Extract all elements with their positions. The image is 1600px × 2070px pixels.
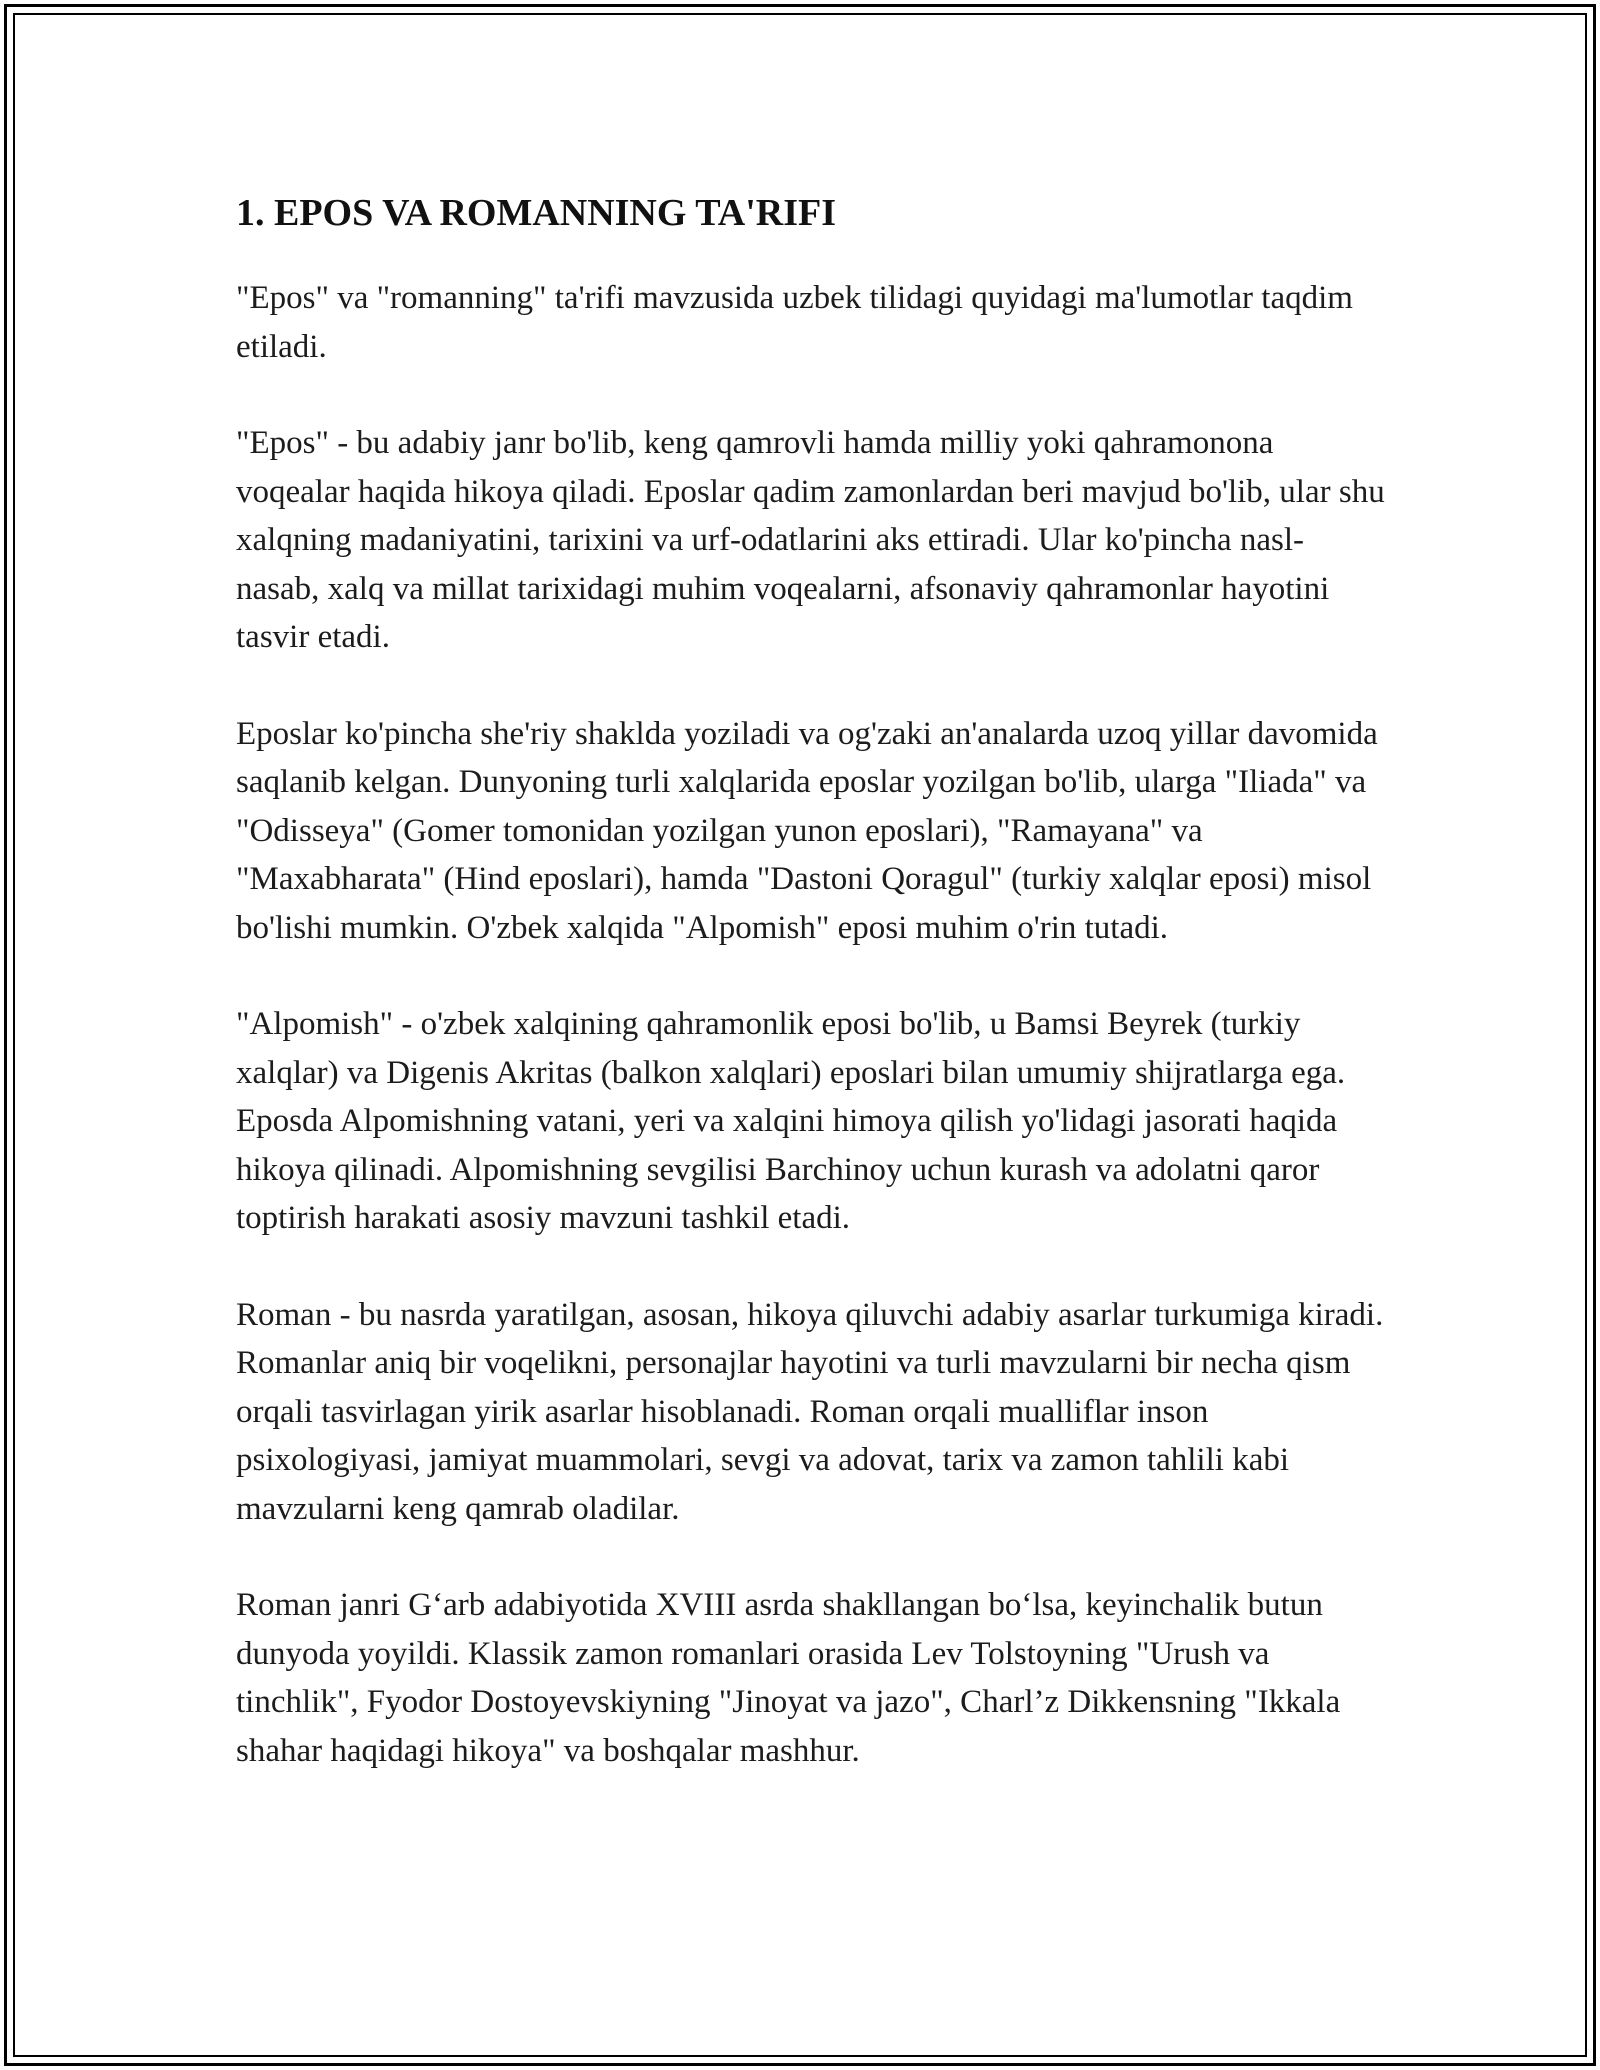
paragraph-epos-definition: "Epos" - bu adabiy janr bo'lib, keng qamrovli hamda milliy yoki qahramonona voqealar haqida hikoya qiladi. Eposlar qadim zamonlardan beri mavjud bo'lib, ular shu xalqning madaniyatini, tarixini va urf-odatlarini aks ettiradi. Ular ko'pincha nasl-nasab, xalq va millat tarixidagi muhim voqealarni, afsonaviy qahramonlar hayotini tasvir etadi. [236, 425, 1385, 655]
paragraph-alpomish: "Alpomish" - o'zbek xalqining qahramonlik eposi bo'lib, u Bamsi Beyrek (turkiy xalqlar) va Digenis Akritas (balkon xalqlari) eposlari bilan umumiy shijratlarga ega. Eposda Alpomishning vatani, yeri va xalqini himoya qilish yo'lidagi jasorati haqida hikoya qilinadi. Alpomishning sevgilisi Barchinoy uchun kurash va adolatni qaror toptirish harakati asosiy mavzuni tashkil etadi. [236, 1006, 1346, 1236]
paragraph-roman-history: Roman janri G‘arb adabiyotida XVIII asrda shakllangan bo‘lsa, keyinchalik butun dunyoda yoyildi. Klassik zamon romanlari orasida Lev Tolstoyning "Urush va tinchlik", Fyodor Dostoyevskiyning "Jinoyat va jazo", Charl’z Dikkensning "Ikkala shahar haqidagi hikoya" va boshqalar mashhur. [236, 1587, 1341, 1769]
paragraph-epos-examples: Eposlar ko'pincha she'riy shaklda yoziladi va og'zaki an'analarda uzoq yillar davomida saqlanib kelgan. Dunyoning turli xalqlarida eposlar yozilgan bo'lib, ularga "Iliada" va "Odisseya" (Gomer tomonidan yozilgan yunon eposlari), "Ramayana" va "Maxabharata" (Hind eposlari), hamda "Dastoni Qoragul" (turkiy xalqlar eposi) misol bo'lishi mumkin. O'zbek xalqida "Alpomish" eposi muhim o'rin tutadi. [236, 715, 1378, 946]
paragraph-intro: "Epos" va "romanning" ta'rifi mavzusida uzbek tilidagi quyidagi ma'lumotlar taqdim etiladi. [236, 280, 1353, 365]
paragraph-roman-definition: Roman - bu nasrda yaratilgan, asosan, hikoya qiluvchi adabiy asarlar turkumiga kiradi. Romanlar aniq bir voqelikni, personajlar hayotini va turli mavzularni bir necha qism orqali tasvirlagan yirik asarlar hisoblanadi. Roman orqali mualliflar inson psixologiyasi, jamiyat muammolari, sevgi va adovat, tarix va zamon tahlili kabi mavzularni keng qamrab oladilar. [236, 1296, 1384, 1527]
document-body [236, 186, 1386, 1823]
section-title: 1. EPOS VA ROMANNING TA'RIFI [236, 192, 837, 234]
